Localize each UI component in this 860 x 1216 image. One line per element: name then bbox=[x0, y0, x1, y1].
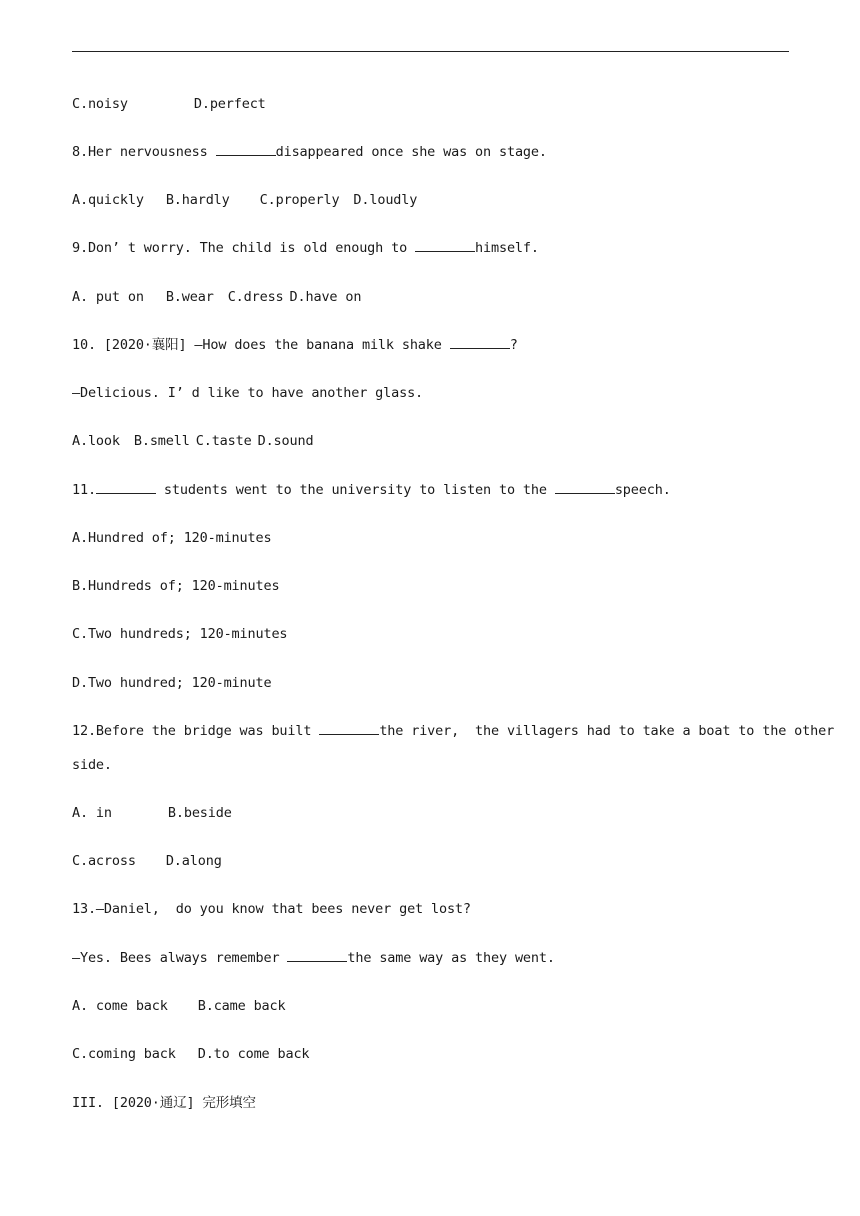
q12-blank bbox=[319, 722, 379, 735]
q12-stem-text-b: the river, the villagers had to take a boat to the other bbox=[379, 723, 835, 739]
q12-stem-text-a: 12.Before the bridge was built bbox=[72, 723, 320, 739]
q9-option-d: D.have on bbox=[289, 289, 362, 305]
q13-blank bbox=[287, 949, 347, 962]
q10-option-d: D.sound bbox=[257, 433, 314, 449]
q7-option-c: C.noisy bbox=[72, 96, 128, 112]
q12-stem-continuation: side. bbox=[72, 757, 112, 773]
q10-option-a: A.look bbox=[72, 433, 120, 449]
q12-stem bbox=[72, 722, 834, 740]
q13-reply-text-a: —Yes. Bees always remember bbox=[72, 950, 288, 966]
q13-reply-text-b: the same way as they went. bbox=[347, 950, 555, 966]
q11-stem-text-b: students went to the university to listen to the bbox=[155, 482, 555, 498]
q8-blank bbox=[216, 143, 276, 156]
q11-stem bbox=[72, 481, 671, 499]
q13-option-d: D.to come back bbox=[197, 1046, 310, 1062]
q7-option-d: D.perfect bbox=[193, 96, 266, 112]
q10-options bbox=[72, 432, 313, 450]
q11-option-c: C.Two hundreds; 120-minutes bbox=[72, 626, 288, 642]
q11-option-b: B.Hundreds of; 120-minutes bbox=[72, 578, 280, 594]
q13-option-a: A. come back bbox=[72, 998, 168, 1014]
q8-stem-text-b: disappeared once she was on stage. bbox=[275, 144, 547, 160]
q13-options-row-2 bbox=[72, 1045, 309, 1063]
q12-option-d: D.along bbox=[165, 853, 222, 869]
page-top-rule bbox=[72, 51, 789, 52]
q11-blank-1 bbox=[96, 481, 156, 494]
q10-stem-text-b: ? bbox=[509, 337, 518, 353]
q12-option-a: A. in bbox=[72, 805, 112, 821]
q9-blank bbox=[415, 239, 475, 252]
q13-option-b: B.came back bbox=[197, 998, 286, 1014]
q11-stem-text-a: 11. bbox=[72, 482, 96, 498]
q8-options bbox=[72, 191, 417, 209]
q10-stem bbox=[72, 336, 518, 354]
q10-blank bbox=[450, 336, 510, 349]
q13-stem: 13.—Daniel, do you know that bees never get lost? bbox=[72, 901, 471, 917]
q8-option-a: A.quickly bbox=[72, 192, 144, 208]
q9-stem-text-b: himself. bbox=[475, 240, 539, 256]
q9-option-c: C.dress bbox=[227, 289, 284, 305]
q13-reply bbox=[72, 949, 555, 967]
q10-stem-text-a: 10. [2020·襄阳] —How does the banana milk shake bbox=[72, 337, 450, 353]
q10-option-c: C.taste bbox=[195, 433, 252, 449]
q8-option-d: D.loudly bbox=[353, 192, 418, 208]
section-heading: III. [2020·通辽] 完形填空 bbox=[72, 1095, 256, 1111]
q7-options bbox=[72, 95, 266, 113]
q12-option-b: B.beside bbox=[167, 805, 232, 821]
q10-reply: —Delicious. I’ d like to have another glass. bbox=[72, 385, 424, 401]
q11-blank-2 bbox=[555, 481, 615, 494]
q9-option-a: A. put on bbox=[72, 289, 144, 305]
q11-option-d: D.Two hundred; 120-minute bbox=[72, 675, 272, 691]
q11-stem-text-c: speech. bbox=[614, 482, 671, 498]
q12-options-row-1 bbox=[72, 804, 232, 822]
q13-options-row-1 bbox=[72, 997, 286, 1015]
q8-stem-text-a: 8.Her nervousness bbox=[72, 144, 216, 160]
q10-option-b: B.smell bbox=[133, 433, 190, 449]
q12-option-c: C.across bbox=[72, 853, 136, 869]
q9-option-b: B.wear bbox=[165, 289, 214, 305]
q8-option-c: C.properly bbox=[259, 192, 340, 208]
q8-stem bbox=[72, 143, 547, 161]
q9-stem-text-a: 9.Don’ t worry. The child is old enough to bbox=[72, 240, 416, 256]
q12-options-row-2 bbox=[72, 852, 222, 870]
q9-stem bbox=[72, 239, 539, 257]
q8-option-b: B.hardly bbox=[165, 192, 230, 208]
q9-options bbox=[72, 288, 361, 306]
q13-option-c: C.coming back bbox=[72, 1046, 176, 1062]
q11-option-a: A.Hundred of; 120-minutes bbox=[72, 530, 272, 546]
